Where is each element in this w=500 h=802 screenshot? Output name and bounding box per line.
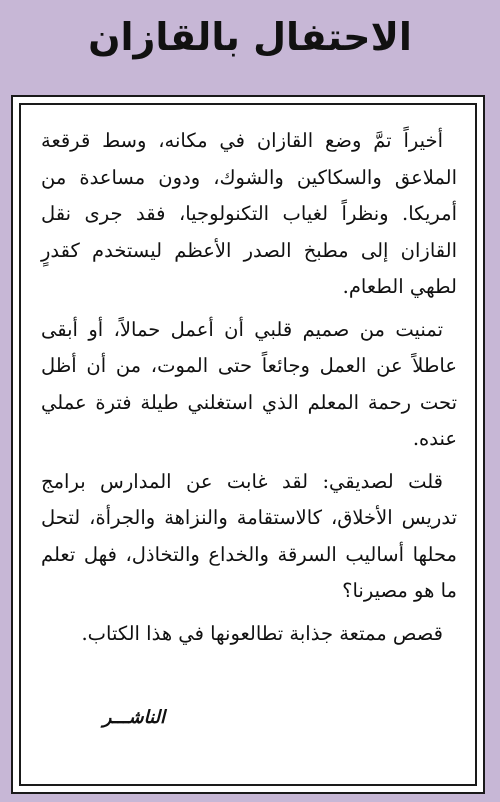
paragraph: تمنيت من صميم قلبي أن أعمل حمالاً، أو أبقى عاطلاً عن العمل وجائعاً حتى الموت، من أن أظل تحت رحمة المعلم الذي استغلني طيلة فترة عملي عنده. xyxy=(41,317,457,450)
page-title: الاحتفال بالقازان xyxy=(88,15,412,59)
body-text xyxy=(41,123,457,658)
paragraph: قلت لصديقي: لقد غابت عن المدارس برامج تدريس الأخلاق، كالاستقامة والنزاهة والجرأة، لتحل محلها أساليب السرقة والخداع والتخاذل، فهل تعلم ما هو مصيرنا؟ xyxy=(41,469,457,602)
paragraph: قصص ممتعة جذابة تطالعونها في هذا الكتاب. xyxy=(81,621,443,645)
text-frame xyxy=(11,95,485,794)
paragraph: أخيراً تمَّ وضع القازان في مكانه، وسط قرقعة الملاعق والسكاكين والشوك، ودون مساعدة من أمريكا. ونظراً لغياب التكنولوجيا، فقد جرى نقل القازان إلى مطبخ الصدر الأعظم ليستخدم كقدرٍ لطهي الطعام. xyxy=(41,129,457,298)
publisher-signature: الناشـــر xyxy=(102,707,165,728)
